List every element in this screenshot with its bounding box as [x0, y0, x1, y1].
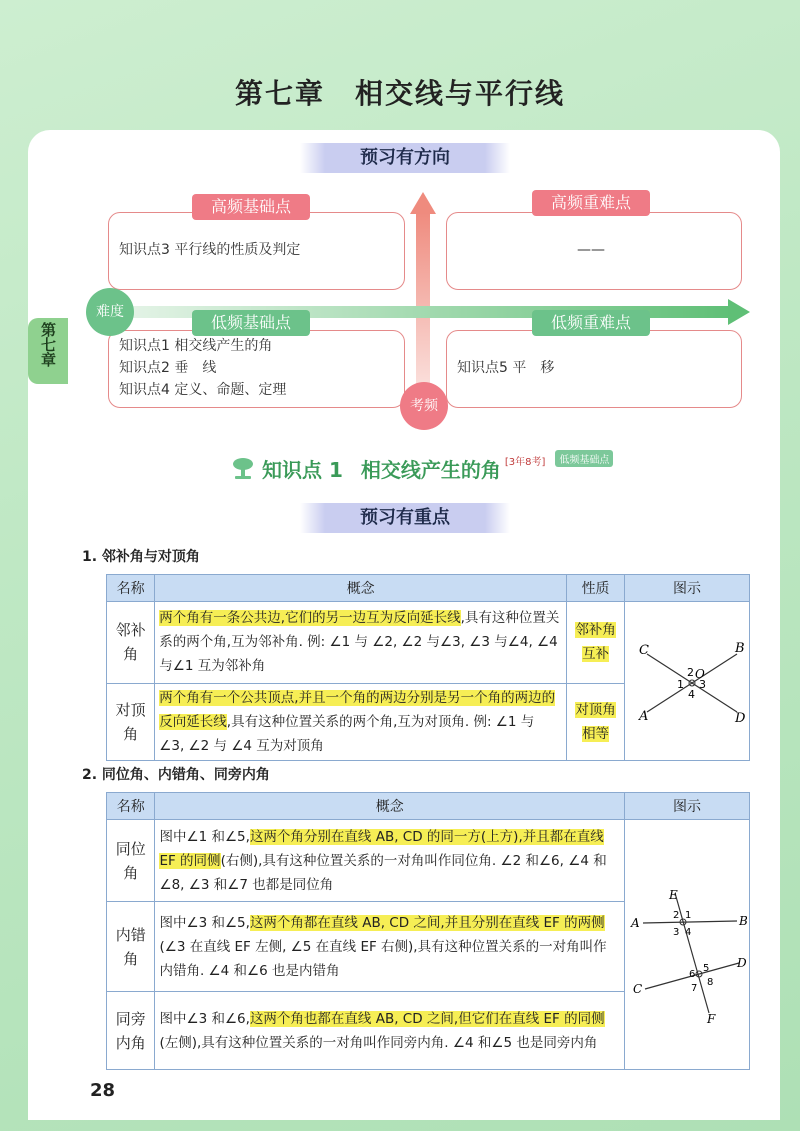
table-row	[107, 820, 750, 902]
concept-text: (∠3 在直线 EF 左侧, ∠5 在直线 EF 右侧),具有这种位置关系的一对角叫作内错角. ∠4 和∠6 也是内错角	[159, 938, 607, 979]
tag-high-freq-basic: 高频基础点	[192, 194, 310, 220]
knowledge-point-title: 相交线产生的角	[360, 457, 501, 482]
label-D: D	[735, 711, 746, 726]
side-tab-label: 第七章	[39, 322, 57, 367]
term-concept	[155, 683, 567, 760]
frequency-label: 考频	[400, 382, 448, 430]
concept-text: (左侧),具有这种位置关系的一对角叫作同旁内角. ∠4 和∠5 也是同旁内角	[159, 1034, 598, 1051]
column-header: 概念	[155, 793, 625, 820]
quadrant-bottom-right	[446, 330, 742, 408]
figure-cell	[625, 602, 750, 761]
label-F: F	[707, 1011, 716, 1026]
angle-6: 6	[689, 968, 696, 980]
difficulty-axis-arrow-icon	[728, 299, 750, 325]
label-A: A	[631, 915, 640, 930]
frequency-axis-arrow-icon	[410, 192, 436, 214]
term-name: 对顶角	[107, 683, 155, 760]
label-D: D	[737, 955, 747, 970]
knowledge-point-label: 知识点 1	[262, 457, 343, 482]
quadrant-item: 知识点5 平 移	[457, 360, 555, 376]
term-concept	[155, 992, 625, 1070]
table-header-row	[107, 575, 750, 602]
column-header: 图示	[625, 793, 750, 820]
label-B: B	[735, 641, 745, 656]
column-header: 图示	[625, 575, 750, 602]
concept-text: ,具有这种位置关系的两个角,互为对顶角. 例: ∠1 与 ∠3, ∠2 与 ∠4 互为对顶角	[159, 713, 535, 754]
term-concept	[155, 902, 625, 992]
concept-highlight: 这两个角分别在直线 AB, CD 的同一方(上方),并且都在直线 EF 的同侧	[159, 828, 604, 869]
difficulty-label: 难度	[86, 288, 134, 336]
section2-heading: 2. 同位角、内错角、同旁内角	[82, 767, 270, 783]
frequency-badge: 低频基础点	[555, 450, 613, 467]
concept-text: 图中∠1 和∠5,	[159, 828, 250, 845]
term-name: 同位角	[107, 820, 155, 902]
term-concept	[155, 820, 625, 902]
label-B: B	[739, 913, 748, 928]
quadrant-top-right	[446, 212, 742, 290]
tag-low-freq-difficult: 低频重难点	[532, 310, 650, 336]
knowledge-point-heading	[230, 452, 613, 484]
page-number: 28	[90, 1080, 116, 1101]
chapter-title: 第七章 相交线与平行线	[234, 77, 565, 110]
term-property	[567, 683, 625, 760]
angle-4: 4	[685, 926, 692, 938]
term-name: 内错角	[107, 902, 155, 992]
vertical-angles-diagram	[625, 602, 747, 752]
angle-2: 2	[673, 909, 680, 921]
quadrant-top-left	[108, 212, 405, 290]
angle-3: 3	[673, 926, 680, 938]
table-header-row	[107, 793, 750, 820]
quadrant-bottom-left	[108, 330, 405, 408]
label-A: A	[639, 709, 649, 724]
preview-focus-banner: 预习有重点	[300, 503, 510, 533]
parallel-lines-diagram	[625, 821, 747, 1061]
column-header: 名称	[107, 793, 155, 820]
angle-3: 3	[699, 678, 707, 691]
angle-8: 8	[707, 976, 714, 988]
preview-direction-banner: 预习有方向	[300, 143, 510, 173]
quadrant-item: 知识点4 定义、命题、定理	[119, 382, 287, 398]
exam-frequency-note: [3年8考]	[504, 456, 546, 468]
quadrant-item: 知识点3 平行线的性质及判定	[119, 242, 301, 258]
angle-4: 4	[688, 688, 696, 701]
concept-highlight: 这两个角也都在直线 AB, CD 之间,但它们在直线 EF 的同侧	[249, 1010, 605, 1027]
term-name: 邻补角	[107, 602, 155, 684]
column-header: 性质	[567, 575, 625, 602]
section1-heading: 1. 邻补角与对顶角	[82, 549, 200, 565]
property-text: 对顶角相等	[575, 701, 616, 742]
angle-7: 7	[691, 982, 698, 994]
concept-highlight: 两个角有一个公共顶点,并且一个角的两边分别是另一个角的两边的反向延长线	[159, 689, 556, 730]
label-C: C	[639, 643, 649, 658]
angle-2: 2	[687, 666, 695, 679]
concept-highlight: 这两个角都在直线 AB, CD 之间,并且分别在直线 EF 的两侧	[249, 914, 605, 931]
angle-5: 5	[703, 962, 710, 974]
figure-cell	[625, 820, 750, 1070]
section1-table	[106, 574, 750, 761]
concept-text: 图中∠3 和∠5,	[159, 914, 250, 931]
label-C: C	[633, 981, 643, 996]
quadrant-item: 知识点2 垂 线	[119, 360, 217, 376]
label-O: O	[695, 667, 705, 681]
column-header: 名称	[107, 575, 155, 602]
property-text: 邻补角互补	[575, 622, 616, 663]
chapter-side-tab	[28, 318, 68, 384]
concept-highlight: 两个角有一条公共边,它们的另一边互为反向延长线	[159, 610, 461, 627]
section2-table	[106, 792, 750, 1070]
column-header: 概念	[155, 575, 567, 602]
term-concept	[155, 602, 567, 684]
label-E: E	[669, 887, 678, 902]
term-property	[567, 602, 625, 684]
angle-1: 1	[685, 909, 692, 921]
tag-high-freq-difficult: 高频重难点	[532, 190, 650, 216]
table-row	[107, 602, 750, 684]
concept-text: 图中∠3 和∠6,	[159, 1010, 250, 1027]
tree-icon	[230, 455, 256, 481]
angle-1: 1	[677, 678, 685, 691]
concept-text: ,具有这种位置关系的两个角,互为邻补角. 例: ∠1 与 ∠2, ∠2 与∠3, ∠3 与∠4, ∠4 与∠1 互为邻补角	[159, 610, 560, 675]
quadrant-item: ——	[577, 242, 605, 258]
quadrant-item: 知识点1 相交线产生的角	[119, 338, 273, 354]
frequency-axis	[416, 212, 430, 397]
term-name: 同旁内角	[107, 992, 155, 1070]
tag-low-freq-basic: 低频基础点	[192, 310, 310, 336]
concept-text: (右侧),具有这种位置关系的一对角叫作同位角. ∠2 和∠6, ∠4 和∠8, ∠3 和∠7 也都是同位角	[159, 852, 607, 893]
